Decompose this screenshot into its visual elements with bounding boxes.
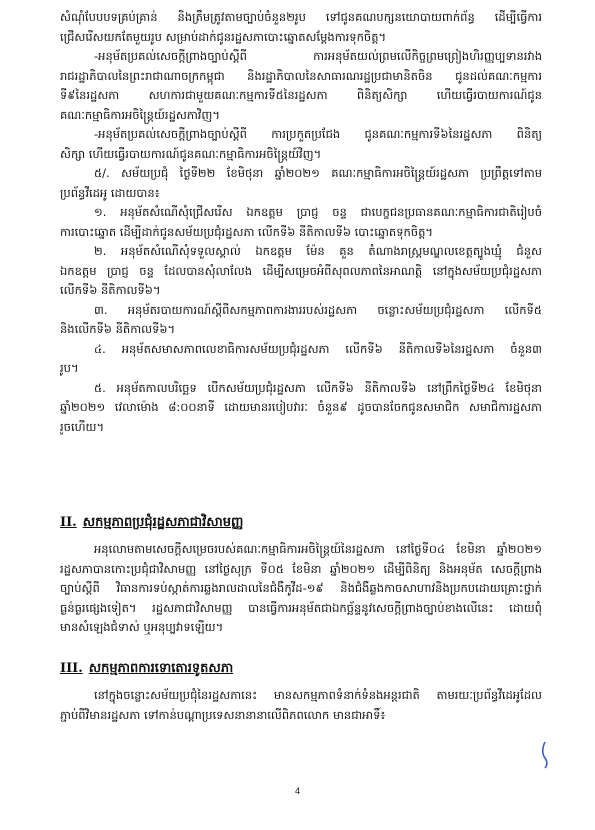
text-line: សំណុំបែបបទគ្រប់គ្រាន់ និងត្រឹមត្រូវតាមច្បាប់ចំនួន២រូប ទៅជូនគណបក្សនយោបាយពាក់ព័ន្ធ ដើម្បីធ្វើការ bbox=[60, 10, 542, 24]
text-line: ទី៩នៃរដ្ឋសភា សហការជាមួយគណៈកម្មការទី៥នៃរដ្ឋសភា ពិនិត្យសិក្សា ហើយធ្វើរបាយការណ៍ជូន bbox=[60, 88, 542, 102]
text-line: រូប។ bbox=[60, 361, 79, 375]
text-line: ជ្រើសរើសយកតែមួយរូប សម្រាប់ដាក់ជូនរដ្ឋសភាបោះឆ្នោតសម្តែងការទុកចិត្ត។ bbox=[60, 29, 387, 44]
text-line: នៅក្នុងចន្លោះសម័យប្រជុំនៃរដ្ឋសភានេះ មានសកម្មភាពទំនាក់ទំនងអន្តរជាតិ តាមរយៈប្រព័ន្ធវីដេអូដែល bbox=[94, 688, 542, 702]
text-line: ធ្ងន់ធ្ងរផ្សេងទៀត។ រដ្ឋសភាជាវិសាមញ្ញ បានធ្វើការអនុម័តជាឯកច្ឆ័ន្ទនូវសេចក្តីព្រាងច្បាប់ខាងលើនេះ ដោយពុំ bbox=[60, 600, 542, 615]
heading-text: សកម្មភាពប្រជុំរដ្ឋសភាជាវិសាមញ្ញ bbox=[82, 515, 244, 530]
text-line: ១. អនុម័តសំណើសុំជ្រើសរើស ឯកឧត្តម ប្រាជ្ញ ចន្ទ ជាបេក្ខជនប្រធានគណៈកម្មាធិការជាតិរៀបចំ bbox=[94, 205, 542, 219]
text-line: មានសំឡេងជំទាស់ ឬអនុប្បវាទឡើយ។ bbox=[60, 620, 224, 634]
text-line: រាជរដ្ឋាភិបាលនៃព្រះរាជាណាចក្រកម្ពុជា និងរដ្ឋាភិបាលនៃសាធារណរដ្ឋប្រជាមានិតចិន ជូនដល់គណៈកម្មការ bbox=[60, 68, 542, 83]
text-line: ២. អនុម័តសំណើសុំទទួលស្គាល់ ឯកឧត្តម ម៉ែន គួន តំណាងរាស្ត្រមណ្ឌលខេត្តត្បូងឃ្មុំ ជំនួស bbox=[94, 244, 542, 258]
text-line: ៣. អនុម័តរបាយការណ៍ស្តីពីសកម្មភាពការងាររបស់រដ្ឋសភា ចន្លោះសម័យប្រជុំរដ្ឋសភា លើកទី៥ bbox=[94, 302, 542, 317]
body-block-3 bbox=[60, 686, 542, 725]
text-line: ៥/. សម័យប្រជុំ ថ្ងៃទី២២ ខែមិថុនា ឆ្នាំ២០២១ គណៈកម្មាធិការអចិន្ត្រៃយ៍រដ្ឋសភា ប្រព្រឹត្តទៅតាម bbox=[94, 166, 542, 180]
body-block-1 bbox=[60, 8, 542, 437]
page-number: 4 bbox=[294, 786, 300, 796]
text-line: ភ្ជាប់ពីវិមានរដ្ឋសភា ទៅកាន់បណ្តាប្រទេសនានានាលើពិភពលោក មានជាអាទិ៍៖ bbox=[60, 707, 386, 722]
text-line: រួចហើយ។ bbox=[60, 419, 105, 434]
body-block-2 bbox=[60, 540, 542, 638]
text-line: រដ្ឋសភាបានកោះប្រជុំជាវិសាមញ្ញ នៅថ្ងៃសុក្រ ទី០៥ ខែមិនា ឆ្នាំ២០២១ ដើម្បីពិនិត្យ និងអនុម័ត សេចក្តីព្រាង bbox=[60, 561, 542, 576]
text-line: ៥. អនុម័តកាលបរិច្ឆេទ បើកសម័យប្រជុំរដ្ឋសភា លើកទី៦ នីតិកាលទី៦ នៅព្រឹកថ្ងៃទី២៤ ខែមិថុនា bbox=[94, 380, 542, 395]
handwritten-initial-mark bbox=[540, 740, 552, 770]
section-heading-2 bbox=[60, 514, 243, 533]
text-line: ការបោះឆ្នោត ដើម្បីដាក់ជូនសម័យប្រជុំរដ្ឋសភា លើកទី៦ នីតិកាលទី៦ បោះឆ្នោតទុកចិត្ត។ bbox=[60, 224, 433, 239]
text-line: ៤. អនុម័តសមាសភាពលេខាធិការសម័យប្រជុំរដ្ឋសភា លើកទី៦ នីតិកាលទី៦នៃរដ្ឋសភា ចំនួន៣ bbox=[94, 341, 542, 356]
text-line: គណៈកម្មាធិការអចិន្ត្រៃយ៍រដ្ឋសភាវិញ។ bbox=[60, 107, 220, 122]
text-line: ច្បាប់ស្តីពី វិធានការទប់ស្កាត់ការឆ្លងរាលដាលនៃជំងឺកូវីដ-១៩ និងជំងឺឆ្លងកាចសាហាវនិងប្រកបដោយគ្រោះថ្នាក់ bbox=[60, 581, 542, 595]
text-line: ឆ្នាំ២០២១ វេលាម៉ោង ៨:០០នាទី ដោយមានរបៀបវារៈ ចំនួន៩ ដូចបានចែកជូនសមាជិក សមាជិការដ្ឋសភា bbox=[60, 400, 542, 414]
text-line: និងលើកទី៦ នីតិកាលទី៦។ bbox=[60, 322, 176, 336]
heading-text: សកម្មភាពការទោតោរទូតសភា bbox=[88, 661, 234, 676]
text-line: ឯកឧត្តម ប្រាជ្ញ ចន្ទ ដែលបានសុំលាលែង ដើម្បីសម្រេចអំពីសុពលភាពនៃអាណត្តិ នៅក្នុងសម័យប្រជុំរដ្ឋសភា bbox=[60, 263, 542, 278]
heading-number: III. bbox=[60, 661, 83, 676]
text-line: -អនុម័តប្រគល់សេចក្តីព្រាងច្បាប់ស្តីពី ការអនុម័តយល់ព្រមលើកិច្ចព្រមព្រៀងហិរញ្ញប្បទានរវាង bbox=[94, 49, 542, 63]
text-line: លើកទី៦ នីតិកាលទី៦។ bbox=[60, 283, 161, 297]
text-line: សិក្សា ហើយធ្វើរបាយការណ៍ជូនគណៈកម្មាធិការអចិន្ត្រៃយ៍វិញ។ bbox=[60, 146, 322, 161]
text-line: -អនុម័តប្រគល់សេចក្តីព្រាងច្បាប់ស្តីពី ការប្រកួតប្រជែង ជូនគណៈកម្មការទី៦នៃរដ្ឋសភា ពិនិត្យ bbox=[94, 127, 542, 141]
text-line: អនុលោមតាមសេចក្តីសម្រេចរបស់គណៈកម្មាធិការអចិន្ត្រៃយ៍នៃរដ្ឋសភា នៅថ្ងៃទី០៤ ខែមិនា ឆ្នាំ២០២១ bbox=[94, 542, 542, 556]
section-heading-3 bbox=[60, 660, 233, 679]
text-line: ប្រព័ន្ធវីដេអូ ដោយបាន៖ bbox=[60, 185, 160, 200]
heading-number: II. bbox=[60, 515, 77, 530]
